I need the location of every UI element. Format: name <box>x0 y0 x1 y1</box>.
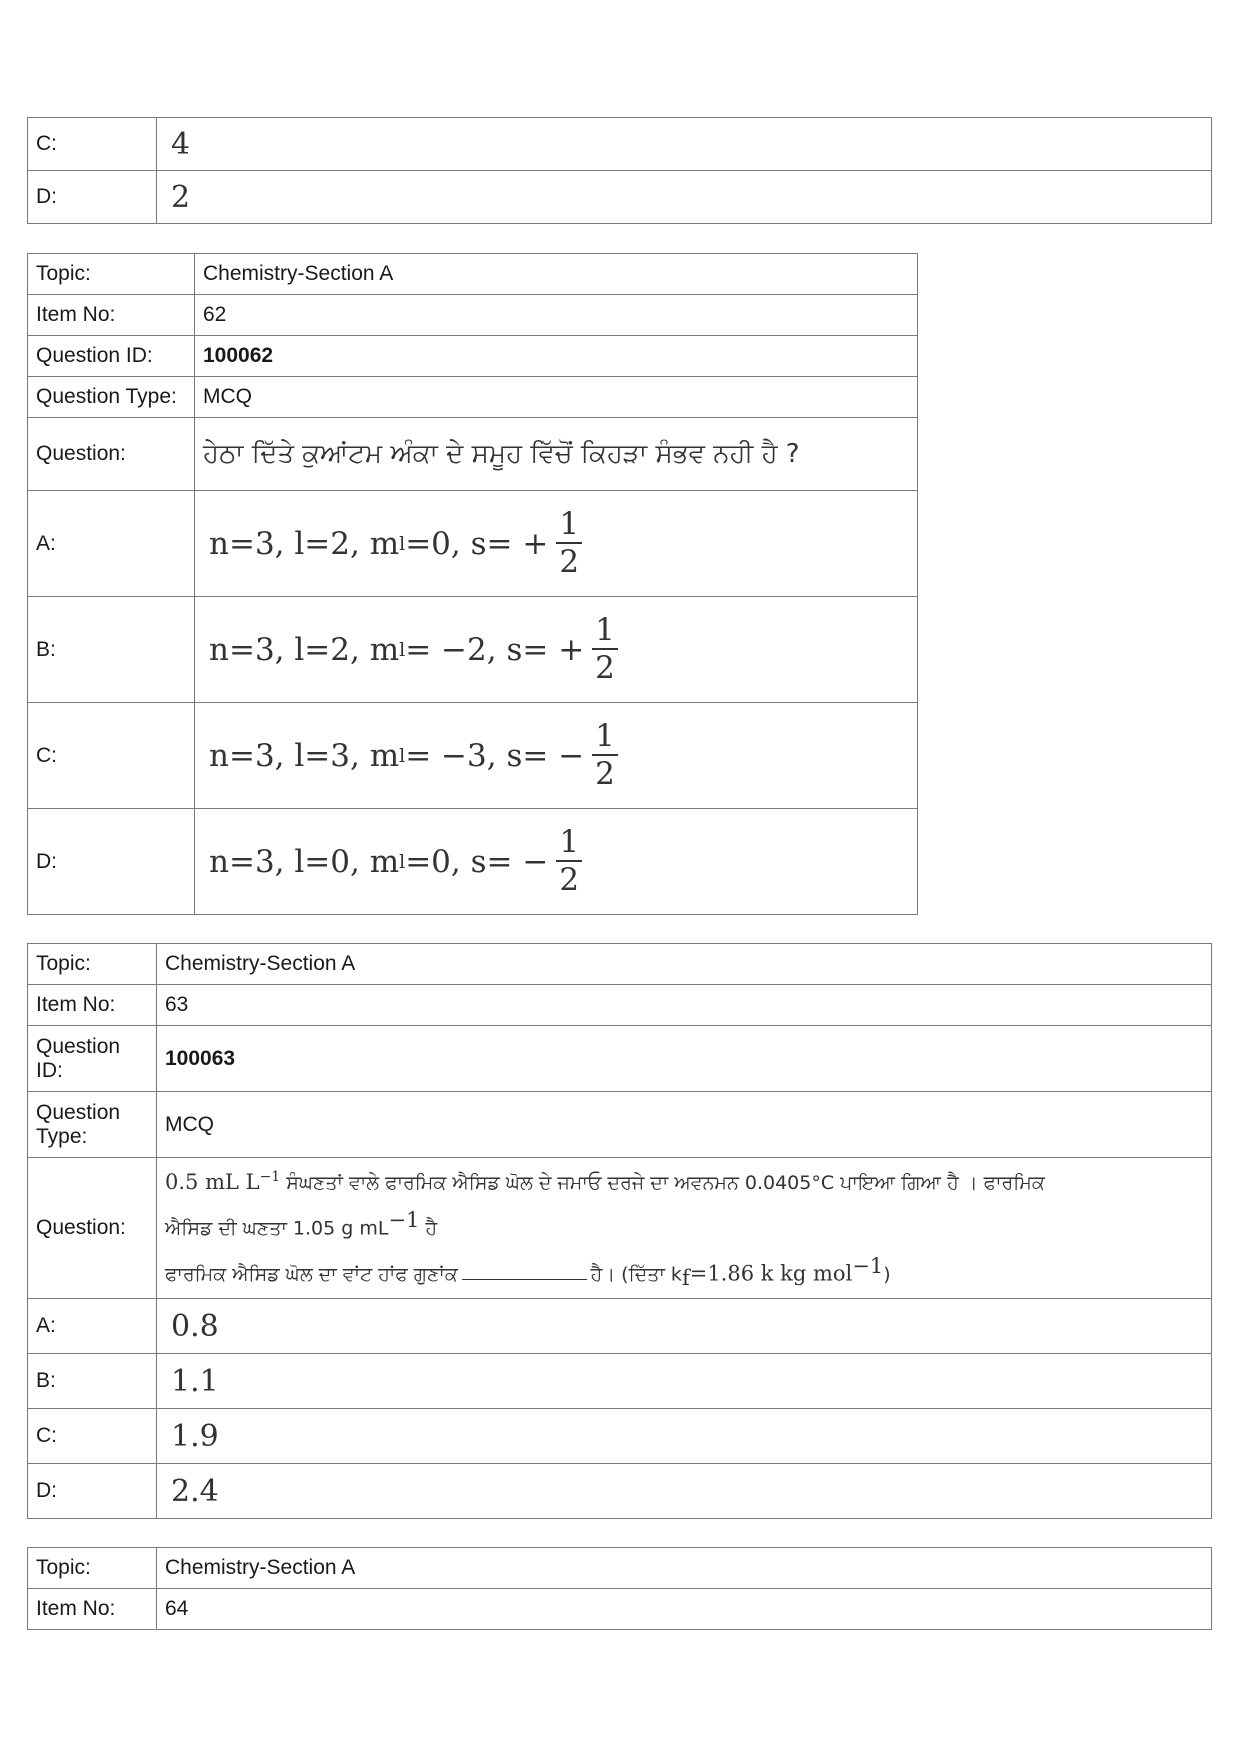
table-row <box>28 1158 1212 1299</box>
table-row <box>28 944 1212 985</box>
option-label: C: <box>28 703 195 809</box>
option-value: 1.9 <box>157 1409 1212 1464</box>
table-row <box>28 1092 1212 1158</box>
item-no-label: Item No: <box>28 295 195 336</box>
question-table-62 <box>27 253 918 915</box>
option-value <box>195 491 918 597</box>
question-id-value: 100062 <box>195 336 918 377</box>
table-row <box>28 985 1212 1026</box>
option-value <box>195 809 918 915</box>
question-line: 0.5 mL $L^{-1}$ ਸੰਘਣਤਾਂ ਵਾਲੇ ਫਾਰਮਿਕ ਐਸਿਡ ਘੋਲ ਦੇ ਜਮਾਓ ਦਰਜੇ ਦਾ ਅਵਨਮਨ 0.0405°C ਪਾਇਆ ਗਿਆ ਹੈ । ਫਾਰਮਿਕ <box>165 1169 1045 1195</box>
table-row <box>28 1464 1212 1519</box>
question-line: ਫਾਰਮਿਕ ਐਸਿਡ ਘੋਲ ਦਾ ਵਾਂਟ ਹਾਂਫ ਗੁਣਾਂਕ ਹੈ। (ਦਿੱਤਾ $k_f=1.86$ k kg mol$^{-1}$) <box>165 1253 891 1290</box>
table-row <box>28 1589 1212 1630</box>
option-value: 2.4 <box>157 1464 1212 1519</box>
item-no-label: Item No: <box>28 985 157 1026</box>
quantum-numbers: n=3, l=2, m l = −2, s= + $\frac{1}{2}$ <box>203 615 618 684</box>
option-value: 1.1 <box>157 1354 1212 1409</box>
item-no-value: 63 <box>157 985 1212 1026</box>
table-row <box>28 703 918 809</box>
item-no-label: Item No: <box>28 1589 157 1630</box>
fraction: $\frac{1}{2}$ <box>592 615 618 684</box>
quantum-numbers: n=3, l=2, m l =0, s= + $\frac{1}{2}$ <box>203 509 582 578</box>
question-type-label: Question Type: <box>28 377 195 418</box>
fraction: $\frac{1}{2}$ <box>556 827 582 896</box>
fraction: $\frac{1}{2}$ <box>592 721 618 790</box>
option-label: A: <box>28 1299 157 1354</box>
option-label: D: <box>28 809 195 915</box>
quantum-numbers: n=3, l=0, m l =0, s= − $\frac{1}{2}$ <box>203 827 582 896</box>
table-row <box>28 1548 1212 1589</box>
question-line: ਐਸਿਡ ਦੀ ਘਣਤਾ 1.05 g $mL^{-1}$ ਹੈ <box>165 1208 438 1240</box>
table-row <box>28 295 918 336</box>
question-text: ਹੇਠਾ ਦਿੱਤੇ ਕੁਆਂਟਮ ਅੰਕਾ ਦੇ ਸਮੂਹ ਵਿੱਚੋਂ ਕਿਹੜਾ ਸੰਭਵ ਨਹੀ ਹੈ ? <box>195 418 918 491</box>
question-id-label: Question ID: <box>28 1026 157 1092</box>
topic-label: Topic: <box>28 254 195 295</box>
table-row <box>28 1409 1212 1464</box>
item-no-value: 62 <box>195 295 918 336</box>
question-type-value: MCQ <box>157 1092 1212 1158</box>
question-table-64 <box>27 1547 1212 1630</box>
table-row <box>28 1354 1212 1409</box>
question-table-63 <box>27 943 1212 1519</box>
question-type-label: Question Type: <box>28 1092 157 1158</box>
option-value <box>195 703 918 809</box>
option-label: D: <box>28 1464 157 1519</box>
topic-value: Chemistry-Section A <box>195 254 918 295</box>
table-row <box>28 418 918 491</box>
fraction: $\frac{1}{2}$ <box>556 509 582 578</box>
option-label: D: <box>28 171 157 224</box>
question-text <box>157 1158 1212 1299</box>
table-row <box>28 118 1212 171</box>
table-row <box>28 336 918 377</box>
item-no-value: 64 <box>157 1589 1212 1630</box>
option-value: 2 <box>157 171 1212 224</box>
option-value: 0.8 <box>157 1299 1212 1354</box>
question-id-value: 100063 <box>157 1026 1212 1092</box>
option-label: C: <box>28 1409 157 1464</box>
option-label: B: <box>28 597 195 703</box>
option-label: B: <box>28 1354 157 1409</box>
option-value: 4 <box>157 118 1212 171</box>
table-row <box>28 171 1212 224</box>
topic-value: Chemistry-Section A <box>157 944 1212 985</box>
option-label: C: <box>28 118 157 171</box>
table-row <box>28 491 918 597</box>
table-row <box>28 377 918 418</box>
table-row <box>28 597 918 703</box>
table-row <box>28 1299 1212 1354</box>
question-type-value: MCQ <box>195 377 918 418</box>
topic-label: Topic: <box>28 1548 157 1589</box>
question-label: Question: <box>28 1158 157 1299</box>
topic-value: Chemistry-Section A <box>157 1548 1212 1589</box>
question-label: Question: <box>28 418 195 491</box>
options-table-prev <box>27 117 1212 224</box>
option-label: A: <box>28 491 195 597</box>
answer-blank <box>462 1259 587 1280</box>
table-row <box>28 1026 1212 1092</box>
table-row <box>28 809 918 915</box>
topic-label: Topic: <box>28 944 157 985</box>
table-row <box>28 254 918 295</box>
option-value <box>195 597 918 703</box>
quantum-numbers: n=3, l=3, m l = −3, s= − $\frac{1}{2}$ <box>203 721 618 790</box>
question-id-label: Question ID: <box>28 336 195 377</box>
